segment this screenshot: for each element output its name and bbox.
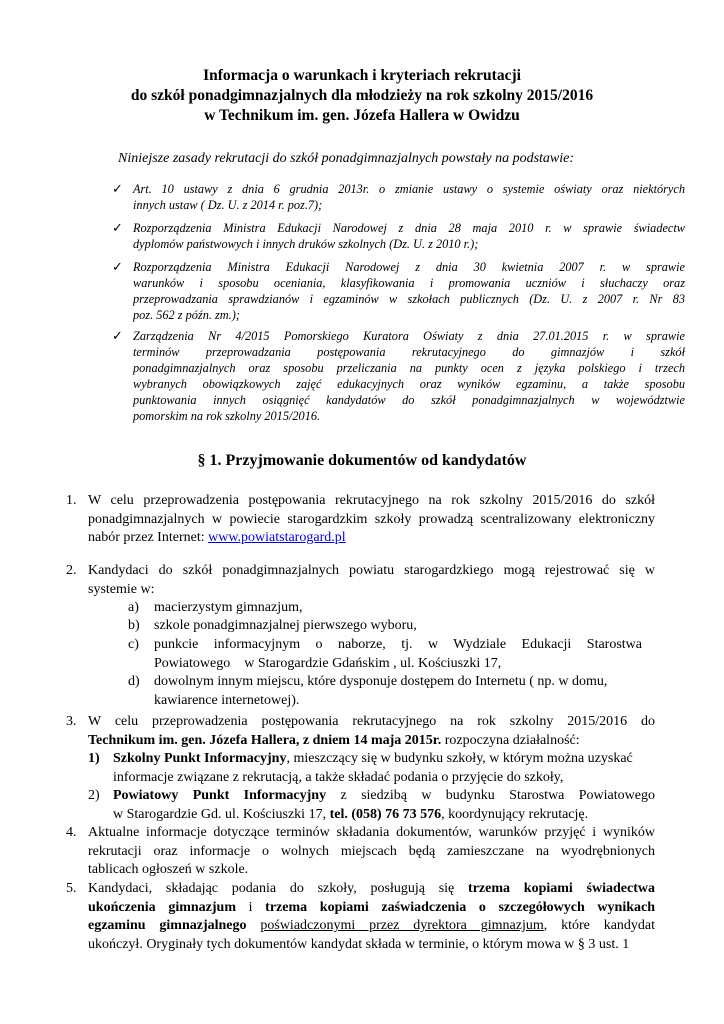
- paragraph-number: 2.: [66, 563, 77, 578]
- paragraph-number: 5.: [66, 881, 77, 896]
- document-page: Informacja o warunkach i kryteriach rekrutacji do szkół ponadgimnazjalnych dla młodzieży na rok szkolny 2015/2016 w Technikum im. gen. Józefa Hallera w Owidzu Niniejsze zasady rekrutacji do szkół ponadgimnazjalnych powstały na podstawie: ✓ Art. 10 ustawy z dnia 6 grudnia 2013r. o zmianie ustawy o systemie oświaty oraz niektórych innych ustaw ( Dz. U. z 2014 r. poz.7); ✓ Rozporządzenia Ministra Edukacji Narodowej z dnia 28 maja 2010 r. w sprawie świadectw dyplomów państwowych i innych druków szkolnych (Dz. U. z 2010 r.); ✓ Rozporządzenia Ministra Edukacji Narodowej z dnia 30 kwietnia 2007 r. w sprawie warunków i sposobu oceniania, klasyfikowania i promowania uczniów i słuchaczy oraz przeprowadzania sprawdzianów i egzaminów w szkołach publicznych (Dz. U. z 2007 r. Nr 83 poz. 562 z późn. zm.); ✓ Zarządzenia Nr 4/2015 Pomorskiego Kuratora Oświaty z dnia 27.01.2015 r. w sprawie terminów przeprowadzania postępowania rekrutacyjnego do gimnazjów i szkół ponadgimnazjalnych oraz sposobu przeliczania na punkty ocen z języka polskiego i trzech wybranych obowiązkowych zajęć edukacyjnych oraz wyników egzaminu, a także sposobu punktowania innych osiągnięć kandydatów do szkół ponadgimnazjalnych w województwie pomorskim na rok szkolny 2015/2016. § 1. Przyjmowanie dokumentów od kandydatów 1. W celu przeprowadzenia postępowania rekrutacyjnego na rok szkolny 2015/2016 do szkół ponadgimnazjalnych w powiecie starogardzkim szkoły prowadzą scentralizowany elektroniczny nabór przez Internet: www.powiatstarogard.pl 2. Kandydaci do szkół ponadgimnazjalnych powiatu starogardzkiego mogą rejestrować się w systemie w: a) macierzystym gimnazjum, b) szkole ponadgimnazjalnej pierwszego wyboru, c) punkcie informacyjnym o naborze, tj. w Wydziale Edukacji Starostwa Powiatowego w Starogardzie Gdańskim , ul. Kościuszki 17, d) dowolnym innym miejscu, które dysponuje dostępem do Internetu ( np. w domu, kawiarence internetowej). 3. W celu przeprowadzenia postępowania rekrutacyjnego na rok szkolny 2015/2016 do Technikum im. gen. Józefa Hallera, z dniem 14 maja 2015r. rozpoczyna działalność: 1) Szkolny Punkt Informacyjny, mieszczący się w budynku szkoły, w którym można uzyskać informacje związane z rekrutacją, a także składać podania o przyjęcie do szkoły, 2) Powiatowy Punkt Informacyjny z siedzibą w budynku Starostwa Powiatowego w Starogardzie Gd. ul. Kościuszki 17, tel. (058) 76 73 576, koordynujący rekrutację. 4. Aktualne informacje dotyczące terminów składania dokumentów, warunków przyjęć i wyników rekrutacji oraz informacje o wolnych miejscach będą zamieszczane na wyodrębnionych tablicach ogłoszeń w szkole. 5. Kandydaci, składając podania do szkoły, posługują się trzema kopiami świadectwa ukończenia gimnazjum i trzema kopiami zaświadczenia o szczegółowych wynikach egzaminu gimnazjalnego poświadczonymi przez dyrektora gimnazjum, które kandydat ukończył. Oryginały tych dokumentów kandydat składa w terminie, o którym mowa w § 3 ust. 1: [0, 0, 724, 1024]
- paragraph-1: 1. W celu przeprowadzenia postępowania rekrutacyjnego na rok szkolny 2015/2016 do szkół ponadgimnazjalnych w powiecie starogardzkim szkoły prowadzą scentralizowany elektroniczny nabór przez Internet: www.powiatstarogard.pl: [66, 493, 655, 545]
- title-line-2: do szkół ponadgimnazjalnych dla młodzieży na rok szkolny 2015/2016: [130, 87, 594, 104]
- paragraph-number: 1.: [66, 493, 77, 508]
- title-line-1: Informacja o warunkach i kryteriach rekrutacji: [203, 67, 521, 84]
- legal-basis-item: ✓ Rozporządzenia Ministra Edukacji Narodowej z dnia 30 kwietnia 2007 r. w sprawie warunków i sposobu oceniania, klasyfikowania i promowania uczniów i słuchaczy oraz przeprowadzania sprawdzianów i egzaminów w szkołach publicznych (Dz. U. z 2007 r. Nr 83 poz. 562 z późn. zm.);: [112, 259, 685, 322]
- checkmark-icon: ✓: [112, 259, 123, 274]
- checkmark-icon: ✓: [112, 220, 123, 235]
- checkmark-icon: ✓: [112, 181, 123, 196]
- title-line-3: w Technikum im. gen. Józefa Hallera w Owidzu: [204, 107, 520, 124]
- paragraph-number: 3.: [66, 714, 77, 729]
- legal-basis-item: ✓ Zarządzenia Nr 4/2015 Pomorskiego Kuratora Oświaty z dnia 27.01.2015 r. w sprawie terminów przeprowadzania postępowania rekrutacyjnego do gimnazjów i szkół ponadgimnazjalnych oraz sposobu przeliczania na punkty ocen z języka polskiego i trzech wybranych obowiązkowych zajęć edukacyjnych oraz wyników egzaminu, a także sposobu punktowania innych osiągnięć kandydatów do szkół ponadgimnazjalnych w województwie pomorskim na rok szkolny 2015/2016.: [112, 328, 685, 423]
- paragraph-5: 5. Kandydaci, składając podania do szkoły, posługują się trzema kopiami świadectwa ukończenia gimnazjum i trzema kopiami zaświadczenia o szczegółowych wynikach egzaminu gimnazjalnego poświadczonymi przez dyrektora gimnazjum, które kandydat ukończył. Oryginały tych dokumentów kandydat składa w terminie, o którym mowa w § 3 ust. 1: [66, 881, 656, 952]
- legal-basis-item: ✓ Art. 10 ustawy z dnia 6 grudnia 2013r. o zmianie ustawy o systemie oświaty oraz niektórych innych ustaw ( Dz. U. z 2014 r. poz.7);: [112, 181, 685, 212]
- intro-text: Niniejsze zasady rekrutacji do szkół ponadgimnazjalnych powstały na podstawie:: [118, 151, 575, 166]
- phone-number: tel. (058) 76 73 576: [329, 806, 442, 822]
- paragraph-number: 4.: [66, 825, 77, 840]
- section-heading: § 1. Przyjmowanie dokumentów od kandydatów: [197, 452, 527, 469]
- legal-basis-item: ✓ Rozporządzenia Ministra Edukacji Narodowej z dnia 28 maja 2010 r. w sprawie świadectw dyplomów państwowych i innych druków szkolnych (Dz. U. z 2010 r.);: [112, 220, 685, 251]
- document-title: [60, 66, 664, 126]
- paragraph-2: 2. Kandydaci do szkół ponadgimnazjalnych powiatu starogardzkiego mogą rejestrować się w systemie w:: [66, 563, 655, 597]
- paragraph-4: 4. Aktualne informacje dotyczące terminów składania dokumentów, warunków przyjęć i wyników rekrutacji oraz informacje o wolnych miejscach będą zamieszczane na wyodrębnionych tablicach ogłoszeń w szkole.: [66, 825, 655, 877]
- paragraph-3: 3. W celu przeprowadzenia postępowania rekrutacyjnego na rok szkolny 2015/2016 do Technikum im. gen. Józefa Hallera, z dniem 14 maja 2015r. rozpoczyna działalność:: [66, 714, 655, 748]
- powiatstarogard-link[interactable]: www.powiatstarogard.pl: [208, 530, 346, 545]
- checkmark-icon: ✓: [112, 328, 123, 343]
